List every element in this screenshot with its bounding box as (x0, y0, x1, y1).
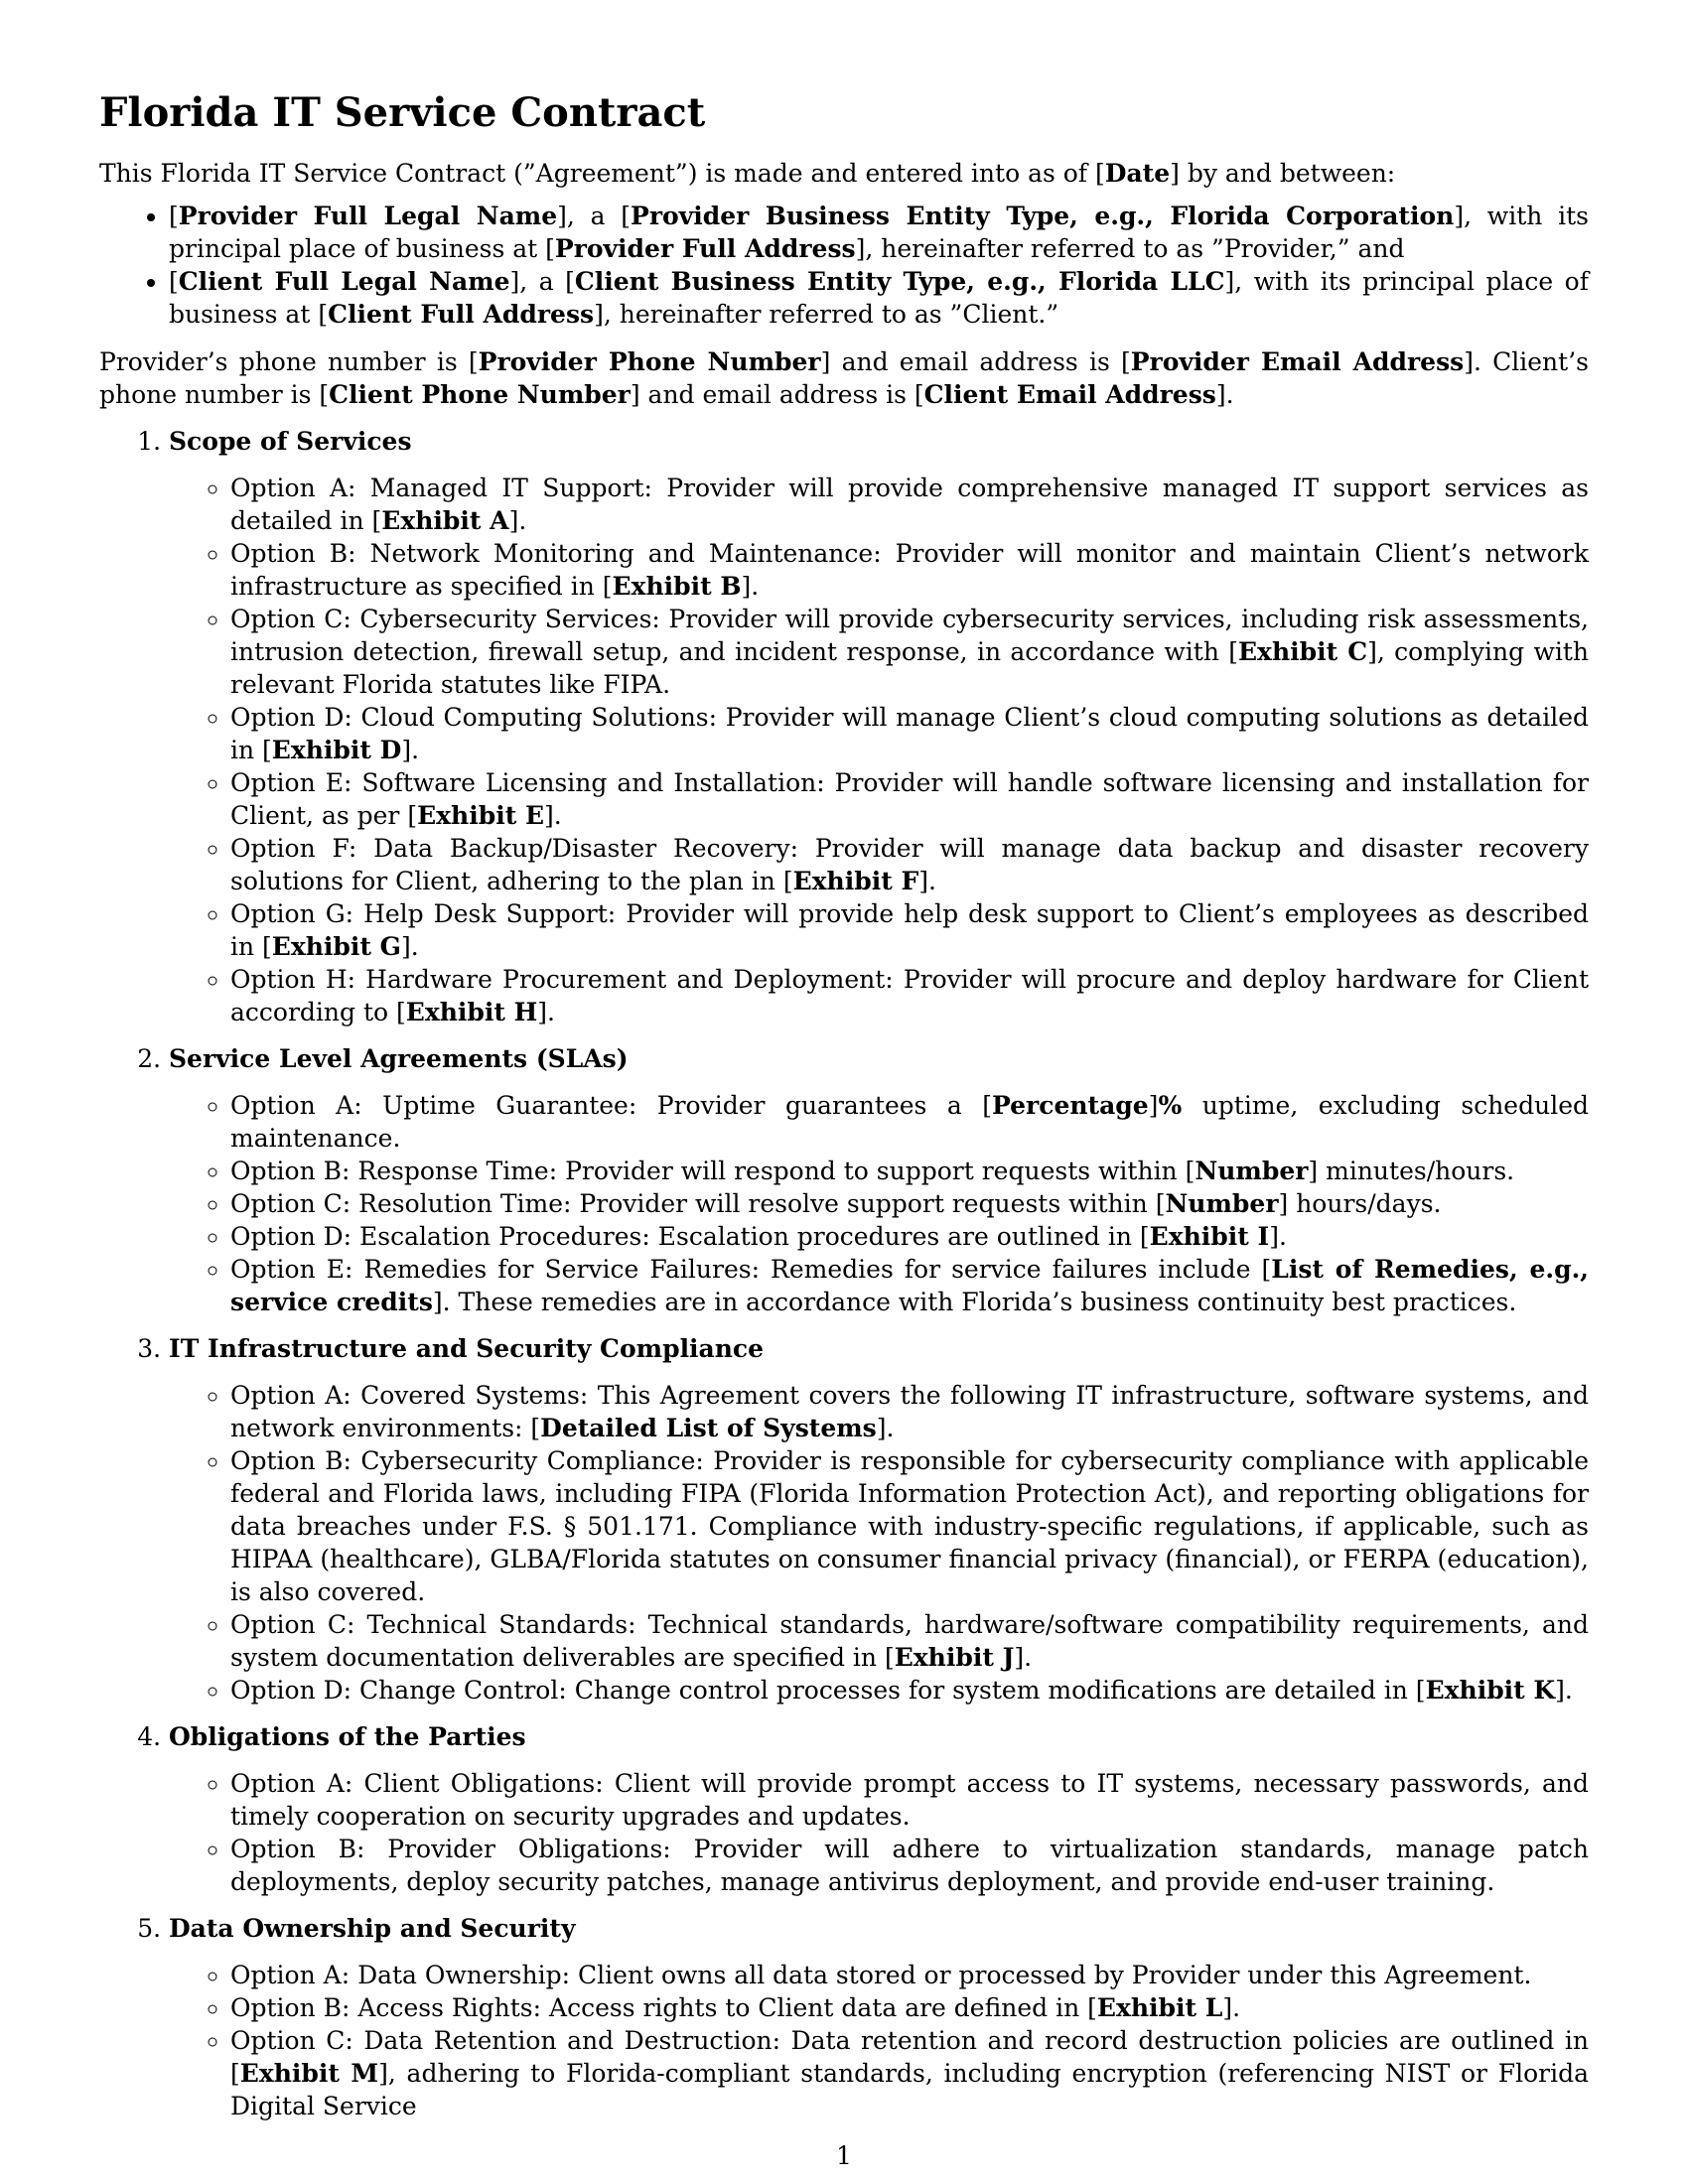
section-title: 5. Data Ownership and Security (169, 1914, 576, 1943)
text-run: Option C: Technical Standards: Technical standards, hardware/software compatibility requirements, and system documentation deliverables are specified in [ (230, 1610, 1589, 1672)
option-item (230, 1608, 1589, 1674)
option-item (230, 1959, 1589, 1991)
placeholder-field: Detailed List of Systems (540, 1414, 877, 1442)
placeholder-field: Exhibit J (894, 1643, 1015, 1672)
placeholder-field: Exhibit L (1096, 1993, 1223, 2022)
placeholder-field: % (1158, 1091, 1183, 1120)
section-item (169, 1332, 1589, 1706)
section-options-list (169, 472, 1589, 1028)
text-run: ] and email address is [ (630, 380, 924, 409)
placeholder-field: Number (1165, 1189, 1279, 1218)
text-run: Option H: Hardware Procurement and Deployment: Provider will procure and deploy hardware for Client according to [ (230, 965, 1589, 1026)
text-run: ] and email address is [ (820, 347, 1131, 376)
text-run: Option B: Access Rights: Access rights to Client data are defined in [ (230, 1993, 1097, 2022)
option-item (230, 701, 1589, 766)
sections-list (99, 425, 1589, 2122)
text-run: ], complying with relevant Florida statutes like FIPA. (230, 637, 1589, 699)
placeholder-field: Exhibit I (1149, 1222, 1270, 1251)
text-run: Option D: Cloud Computing Solutions: Provider will manage Client’s cloud computing solutions as detailed in [ (230, 703, 1589, 764)
text-run: ]. (1555, 1676, 1573, 1705)
placeholder-field: Provider Email Address (1130, 347, 1465, 376)
text-run: ]. (1269, 1222, 1287, 1251)
text-run: ]. (1222, 1993, 1241, 2022)
text-run: ] by and between: (1170, 159, 1396, 188)
page-number: 1 (836, 2141, 852, 2170)
option-item (230, 963, 1589, 1028)
section-options-list (169, 1379, 1589, 1706)
text-run: ]. (741, 572, 760, 601)
placeholder-field: Client Full Address (328, 300, 595, 329)
text-run: Option A: Uptime Guarantee: Provider guarantees a [ (230, 1091, 993, 1120)
text-run: Option B: Cybersecurity Compliance: Provider is responsible for cybersecurity compliance with applicable federal and Florida laws, including FIPA (Florida Information Protection Act), and reporting obligations for data breaches under F.S. § 501.171. Compliance with industry-specific regulations, if applicable, such as HIPAA (healthcare), GLBA/Florida statutes on consumer financial privacy (financial), or FERPA (education), is also covered. (230, 1446, 1589, 1606)
section-title: 1. Scope of Services (169, 427, 412, 456)
document-title: Florida IT Service Contract (99, 89, 706, 136)
option-item (230, 766, 1589, 832)
text-run: ]. (401, 736, 420, 764)
placeholder-field: Provider Full Address (554, 234, 856, 263)
text-run: ], adhering to Florida-compliant standards, including encryption (referencing NIST or Florida Digital Service (230, 2059, 1589, 2120)
placeholder-field: Client Business Entity Type, e.g., Florida LLC (574, 267, 1225, 296)
option-item (230, 1187, 1589, 1220)
placeholder-field: Date (1104, 159, 1171, 188)
section-item (169, 1042, 1589, 1318)
section-title: 3. IT Infrastructure and Security Compliance (169, 1334, 765, 1363)
option-item (230, 897, 1589, 963)
option-item (230, 2024, 1589, 2122)
text-run: ], with its principal place of business at [ (169, 267, 1589, 329)
text-run: ], a [ (509, 267, 575, 296)
text-run: ]. (508, 506, 527, 535)
section-title: 4. Obligations of the Parties (169, 1722, 526, 1751)
text-run: ], hereinafter referred to as ”Provider,” and (855, 234, 1405, 263)
text-run: ] hours/days. (1278, 1189, 1442, 1218)
text-run: ], a [ (557, 202, 632, 230)
text-run: This Florida IT Service Contract (”Agreement”) is made and entered into as of (99, 159, 1096, 188)
text-run: ]. (1215, 380, 1234, 409)
placeholder-field: Exhibit G (271, 932, 402, 961)
placeholder-field: Provider Business Entity Type, e.g., Florida Corporation (631, 202, 1455, 230)
option-item (230, 603, 1589, 701)
contact-paragraph (99, 345, 1589, 411)
placeholder-field: Exhibit K (1425, 1676, 1556, 1705)
placeholder-field: Client Email Address (923, 380, 1216, 409)
placeholder-field: Client Phone Number (329, 380, 631, 409)
text-run: Option C: Cybersecurity Services: Provider will provide cybersecurity services, including risk assessments, intrusion detection, firewall setup, and incident response, in accordance with [ (230, 605, 1589, 666)
text-run: Option C: Data Retention and Destruction: Data retention and record destruction policies are outlined in [ (230, 2026, 1589, 2088)
text-run: ]. (537, 998, 555, 1026)
section-item (169, 425, 1589, 1028)
option-item (230, 1833, 1589, 1898)
option-item (230, 1089, 1589, 1155)
placeholder-field: Exhibit E (417, 801, 545, 830)
text-run: Option C: Resolution Time: Provider will resolve support requests within [ (230, 1189, 1166, 1218)
text-run: ]. (876, 1414, 895, 1442)
placeholder-field: Provider Full Legal Name (178, 202, 558, 230)
placeholder-field: Provider Phone Number (478, 347, 821, 376)
text-run: ] minutes/hours. (1308, 1157, 1515, 1185)
placeholder-field: Exhibit A (381, 506, 509, 535)
text-run: ]. (544, 801, 562, 830)
option-item (230, 1379, 1589, 1444)
text-run: ] (1148, 1091, 1159, 1120)
section-options-list (169, 1089, 1589, 1318)
text-run: Option D: Change Control: Change control processes for system modifications are detailed in [ (230, 1676, 1426, 1705)
text-run: [ (169, 267, 179, 296)
text-run: Provider’s phone number is [ (99, 347, 479, 376)
placeholder-field: Exhibit M (239, 2059, 379, 2088)
text-run: uptime, excluding scheduled maintenance. (230, 1091, 1589, 1153)
option-item (230, 1444, 1589, 1608)
option-item (230, 1767, 1589, 1833)
placeholder-field: Exhibit F (792, 867, 919, 895)
intro-paragraph (99, 157, 1589, 190)
placeholder-field: Number (1195, 1157, 1309, 1185)
option-item (230, 832, 1589, 897)
section-options-list (169, 1767, 1589, 1898)
text-run: Option A: Covered Systems: This Agreement covers the following IT infrastructure, software systems, and network environments: [ (230, 1381, 1589, 1442)
option-item (230, 537, 1589, 603)
placeholder-field: List of Remedies, e.g., service credits (230, 1255, 1589, 1316)
document-page (99, 87, 1589, 2136)
section-item (169, 1912, 1589, 2122)
text-run: ]. These remedies are in accordance with Florida’s business continuity best practices. (432, 1288, 1517, 1316)
text-run: Option A: Managed IT Support: Provider will provide comprehensive managed IT support services as detailed in [ (230, 474, 1589, 535)
section-title: 2. Service Level Agreements (SLAs) (169, 1044, 629, 1073)
text-run: Option E: Software Licensing and Installation: Provider will handle software licensing and installation for Client, as per [ (230, 768, 1589, 830)
party-client (169, 265, 1589, 331)
placeholder-field: Client Full Legal Name (178, 267, 510, 296)
text-run: Option E: Remedies for Service Failures: Remedies for service failures include [ (230, 1255, 1272, 1284)
option-item (230, 1991, 1589, 2024)
text-run: Option B: Provider Obligations: Provider will adhere to virtualization standards, manage patch deployments, deploy security patches, manage antivirus deployment, and provide end-user training. (230, 1835, 1589, 1896)
text-run: Option B: Network Monitoring and Maintenance: Provider will monitor and maintain Client’s network infrastructure as specified in [ (230, 539, 1589, 601)
text-run: ], with its principal place of business at [ (169, 202, 1589, 263)
party-provider (169, 200, 1589, 265)
placeholder-field: Percentage (992, 1091, 1149, 1120)
placeholder-field: Exhibit B (612, 572, 742, 601)
text-run: [ (1095, 159, 1105, 188)
text-run: Option F: Data Backup/Disaster Recovery: Provider will manage data backup and disaster recovery solutions for Client, adhering to the plan in [ (230, 834, 1589, 895)
option-item (230, 1674, 1589, 1706)
option-item (230, 472, 1589, 537)
placeholder-field: Exhibit C (1238, 637, 1368, 666)
text-run: Option A: Data Ownership: Client owns all data stored or processed by Provider under this Agreement. (230, 1961, 1532, 1989)
text-run: ]. (918, 867, 936, 895)
text-run: ], hereinafter referred to as ”Client.” (594, 300, 1059, 329)
placeholder-field: Exhibit H (405, 998, 538, 1026)
text-run: Option B: Response Time: Provider will respond to support requests within [ (230, 1157, 1196, 1185)
text-run: Option A: Client Obligations: Client will provide prompt access to IT systems, necessary passwords, and timely cooperation on security upgrades and updates. (230, 1769, 1589, 1831)
text-run: Option D: Escalation Procedures: Escalation procedures are outlined in [ (230, 1222, 1150, 1251)
option-item (230, 1155, 1589, 1187)
text-run: [ (169, 202, 179, 230)
parties-list (99, 200, 1589, 331)
placeholder-field: Exhibit D (271, 736, 402, 764)
text-run: ]. Client’s phone number is [ (99, 347, 1589, 409)
option-item (230, 1220, 1589, 1253)
section-options-list (169, 1959, 1589, 2122)
text-run: ]. (1014, 1643, 1033, 1672)
text-run: ]. (401, 932, 419, 961)
option-item (230, 1253, 1589, 1318)
section-item (169, 1720, 1589, 1898)
text-run: Option G: Help Desk Support: Provider will provide help desk support to Client’s employees as described in [ (230, 899, 1589, 961)
